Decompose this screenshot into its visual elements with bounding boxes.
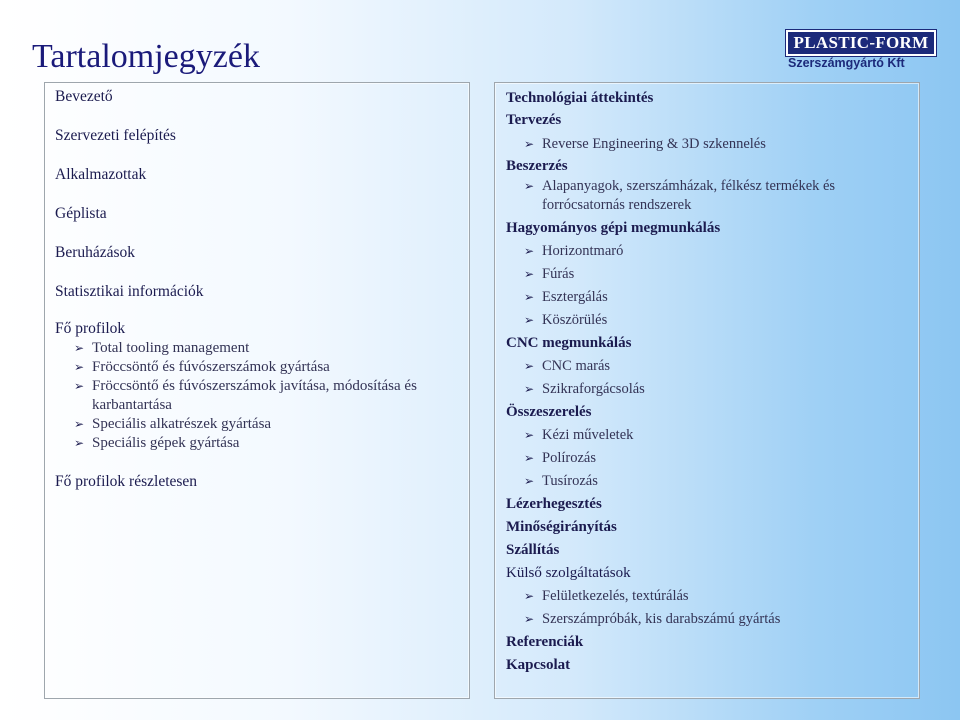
toc-item-bevezeto[interactable]: Bevezető xyxy=(55,88,113,105)
toc-subitem[interactable]: ➢ Fröccsöntő és fúvószerszámok javítása, módosítása és xyxy=(74,378,417,394)
toc-section-tervezes[interactable]: Tervezés xyxy=(506,112,562,128)
arrow-bullet-icon: ➢ xyxy=(74,417,85,431)
toc-section-lezerhegesztes[interactable]: Lézerhegesztés xyxy=(506,496,602,512)
toc-section-minosegiranyitas[interactable]: Minőségirányítás xyxy=(506,519,617,535)
toc-subitem[interactable]: ➢ Szerszámpróbák, kis darabszámú gyártás xyxy=(524,611,781,627)
arrow-bullet-icon: ➢ xyxy=(524,244,535,258)
toc-subitem[interactable]: ➢ Alapanyagok, szerszámházak, félkész termékek és xyxy=(524,178,836,194)
toc-subitem[interactable]: ➢ Speciális gépek gyártása xyxy=(74,435,240,451)
arrow-bullet-icon: ➢ xyxy=(524,290,535,304)
arrow-bullet-icon: ➢ xyxy=(74,379,85,393)
arrow-bullet-icon: ➢ xyxy=(524,612,535,626)
page-title: Tartalomjegyzék xyxy=(32,38,260,75)
toc-subitem[interactable]: ➢ Esztergálás xyxy=(524,289,608,305)
toc-section-referenciak[interactable]: Referenciák xyxy=(506,634,584,650)
company-logo: PLASTIC-FORM xyxy=(786,30,936,56)
toc-subitem[interactable]: ➢ Speciális alkatrészek gyártása xyxy=(74,416,272,432)
toc-subitem[interactable]: ➢ Felületkezelés, textúrálás xyxy=(524,588,689,604)
toc-subitem[interactable]: ➢ Köszörülés xyxy=(524,312,608,328)
toc-subitem[interactable]: ➢ Kézi műveletek xyxy=(524,427,634,443)
arrow-bullet-icon: ➢ xyxy=(524,451,535,465)
toc-subitem[interactable]: ➢ Fröccsöntő és fúvószerszámok gyártása xyxy=(74,359,330,375)
arrow-bullet-icon: ➢ xyxy=(524,589,535,603)
toc-item-fo-profilok[interactable]: Fő profilok xyxy=(55,320,126,337)
arrow-bullet-icon: ➢ xyxy=(524,359,535,373)
toc-section-kulso-szolgaltatasok[interactable]: Külső szolgáltatások xyxy=(506,565,631,581)
toc-section-beszerzes[interactable]: Beszerzés xyxy=(506,158,568,174)
toc-subitem[interactable]: ➢ Fúrás xyxy=(524,266,575,282)
arrow-bullet-icon: ➢ xyxy=(74,360,85,374)
arrow-bullet-icon: ➢ xyxy=(74,436,85,450)
arrow-bullet-icon: ➢ xyxy=(524,428,535,442)
company-logo-subtitle: Szerszámgyártó Kft xyxy=(788,56,905,70)
toc-subitem[interactable]: ➢ Szikraforgácsolás xyxy=(524,381,645,397)
toc-subitem[interactable]: ➢ Reverse Engineering & 3D szkennelés xyxy=(524,136,766,152)
toc-subitem-continuation[interactable]: forrócsatornás rendszerek xyxy=(542,197,692,213)
toc-subitem[interactable]: ➢ Total tooling management xyxy=(74,340,250,356)
toc-section-osszeszereles[interactable]: Összeszerelés xyxy=(506,404,592,420)
toc-subitem[interactable]: ➢ Horizontmaró xyxy=(524,243,624,259)
toc-subitem[interactable]: ➢ CNC marás xyxy=(524,358,611,374)
arrow-bullet-icon: ➢ xyxy=(74,341,85,355)
toc-section-szallitas[interactable]: Szállítás xyxy=(506,542,560,558)
toc-item-szervezeti-felepites[interactable]: Szervezeti felépítés xyxy=(55,127,176,144)
arrow-bullet-icon: ➢ xyxy=(524,137,535,151)
arrow-bullet-icon: ➢ xyxy=(524,474,535,488)
arrow-bullet-icon: ➢ xyxy=(524,267,535,281)
toc-item-beruhazasok[interactable]: Beruházások xyxy=(55,244,136,261)
toc-item-statisztikai-informaciok[interactable]: Statisztikai információk xyxy=(55,283,204,300)
toc-section-technologiai-attekintes[interactable]: Technológiai áttekintés xyxy=(506,90,654,106)
toc-subitem[interactable]: ➢ Tusírozás xyxy=(524,473,598,489)
arrow-bullet-icon: ➢ xyxy=(524,179,535,193)
toc-item-alkalmazottak[interactable]: Alkalmazottak xyxy=(55,166,147,183)
toc-item-geplista[interactable]: Géplista xyxy=(55,205,107,222)
toc-section-kapcsolat[interactable]: Kapcsolat xyxy=(506,657,571,673)
toc-subitem[interactable]: ➢ Polírozás xyxy=(524,450,596,466)
toc-section-cnc-megmunkalas[interactable]: CNC megmunkálás xyxy=(506,335,632,351)
toc-section-hagyomanyos-gepi-megmunkalas[interactable]: Hagyományos gépi megmunkálás xyxy=(506,220,721,236)
toc-subitem-continuation[interactable]: karbantartása xyxy=(92,397,172,413)
arrow-bullet-icon: ➢ xyxy=(524,313,535,327)
arrow-bullet-icon: ➢ xyxy=(524,382,535,396)
toc-item-fo-profilok-reszletesen[interactable]: Fő profilok részletesen xyxy=(55,473,198,490)
